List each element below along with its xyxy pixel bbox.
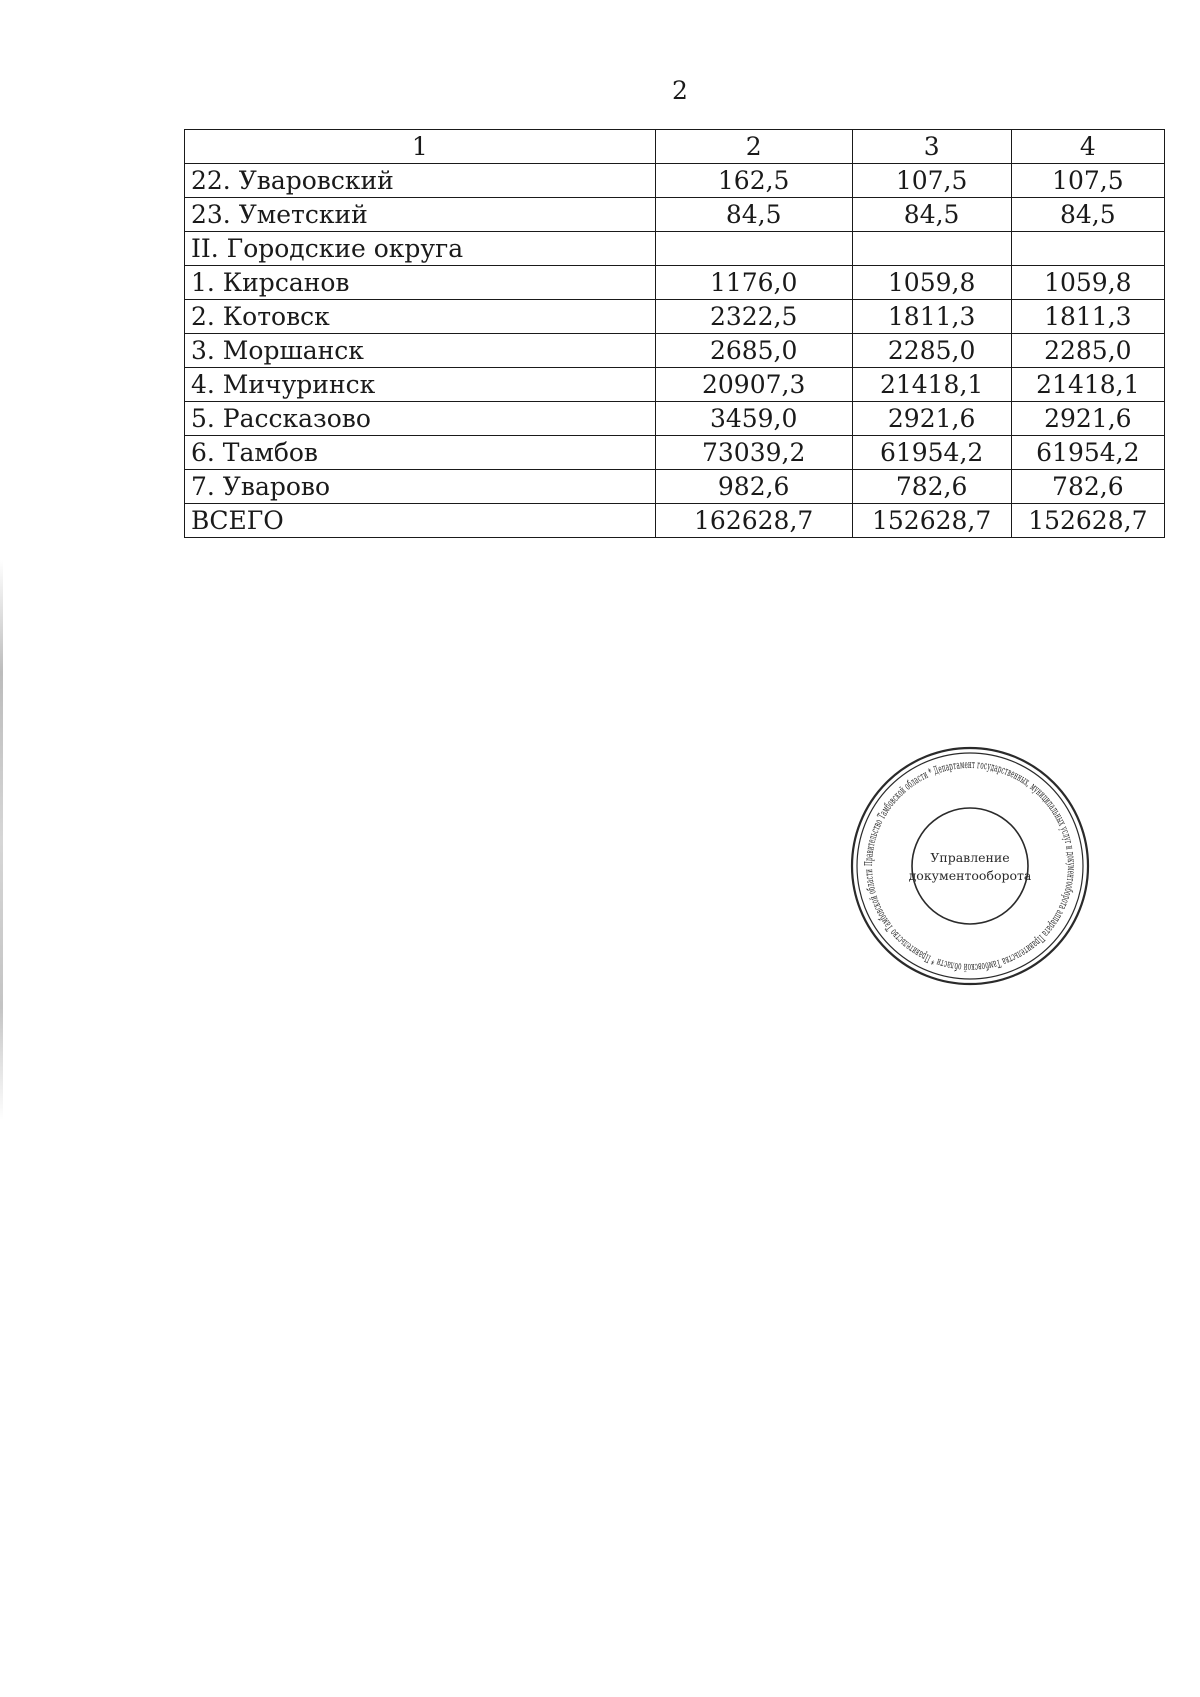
scan-edge-artifact	[0, 560, 3, 1120]
row-value-col2: 2685,0	[655, 334, 852, 368]
row-value-col3: 2285,0	[852, 334, 1011, 368]
row-value-col4: 107,5	[1011, 164, 1164, 198]
row-value-col3	[852, 232, 1011, 266]
row-name: 1. Кирсанов	[185, 266, 656, 300]
column-header-3: 3	[852, 130, 1011, 164]
row-value-col4: 1059,8	[1011, 266, 1164, 300]
row-value-col2: 20907,3	[655, 368, 852, 402]
row-value-col4: 21418,1	[1011, 368, 1164, 402]
total-label: ВСЕГО	[185, 504, 656, 538]
table-row	[185, 436, 1165, 470]
budget-table	[184, 129, 1165, 538]
stamp-outer-ring-inner	[857, 753, 1083, 979]
row-name: 2. Котовск	[185, 300, 656, 334]
stamp-center-line1: Управление	[930, 850, 1010, 865]
row-value-col3: 84,5	[852, 198, 1011, 232]
row-value-col2: 3459,0	[655, 402, 852, 436]
row-name: 6. Тамбов	[185, 436, 656, 470]
row-value-col2: 73039,2	[655, 436, 852, 470]
section-heading: II. Городские округа	[185, 232, 656, 266]
row-value-col4: 2921,6	[1011, 402, 1164, 436]
table-row	[185, 266, 1165, 300]
table-header-row	[185, 130, 1165, 164]
row-name: 7. Уварово	[185, 470, 656, 504]
row-name: 5. Рассказово	[185, 402, 656, 436]
stamp-center-line2: документооборота	[908, 868, 1032, 883]
column-header-1: 1	[185, 130, 656, 164]
total-value-col2: 162628,7	[655, 504, 852, 538]
page-number: 2	[672, 76, 688, 105]
row-value-col4: 1811,3	[1011, 300, 1164, 334]
row-value-col4: 84,5	[1011, 198, 1164, 232]
column-header-4: 4	[1011, 130, 1164, 164]
table-row	[185, 164, 1165, 198]
stamp-ring-textpath: Правительство Тамбовской области * Департамент государственных, муниципальных услуг и документооборота аппарата Правительства Тамбовской области * Правительство Тамбовской области	[861, 757, 1079, 975]
row-value-col2: 162,5	[655, 164, 852, 198]
row-value-col3: 2921,6	[852, 402, 1011, 436]
row-value-col2: 84,5	[655, 198, 852, 232]
table-row	[185, 402, 1165, 436]
row-value-col3: 782,6	[852, 470, 1011, 504]
total-row	[185, 504, 1165, 538]
row-value-col4: 2285,0	[1011, 334, 1164, 368]
stamp-seal-icon	[848, 744, 1092, 988]
official-stamp	[848, 744, 1092, 988]
row-value-col4: 61954,2	[1011, 436, 1164, 470]
table-row	[185, 368, 1165, 402]
row-name: 22. Уваровский	[185, 164, 656, 198]
row-name: 4. Мичуринск	[185, 368, 656, 402]
row-value-col4	[1011, 232, 1164, 266]
table-row	[185, 198, 1165, 232]
section-row	[185, 232, 1165, 266]
row-value-col2: 1176,0	[655, 266, 852, 300]
table-row	[185, 470, 1165, 504]
stamp-inner-ring	[912, 808, 1028, 924]
stamp-outer-ring	[852, 748, 1088, 984]
row-name: 3. Моршанск	[185, 334, 656, 368]
stamp-ring-text	[862, 758, 1078, 974]
row-value-col2	[655, 232, 852, 266]
total-value-col3: 152628,7	[852, 504, 1011, 538]
row-value-col3: 21418,1	[852, 368, 1011, 402]
table-row	[185, 300, 1165, 334]
column-header-2: 2	[655, 130, 852, 164]
row-name: 23. Уметский	[185, 198, 656, 232]
table-row	[185, 334, 1165, 368]
row-value-col2: 982,6	[655, 470, 852, 504]
row-value-col3: 1811,3	[852, 300, 1011, 334]
row-value-col3: 61954,2	[852, 436, 1011, 470]
row-value-col2: 2322,5	[655, 300, 852, 334]
total-value-col4: 152628,7	[1011, 504, 1164, 538]
row-value-col3: 1059,8	[852, 266, 1011, 300]
row-value-col3: 107,5	[852, 164, 1011, 198]
row-value-col4: 782,6	[1011, 470, 1164, 504]
